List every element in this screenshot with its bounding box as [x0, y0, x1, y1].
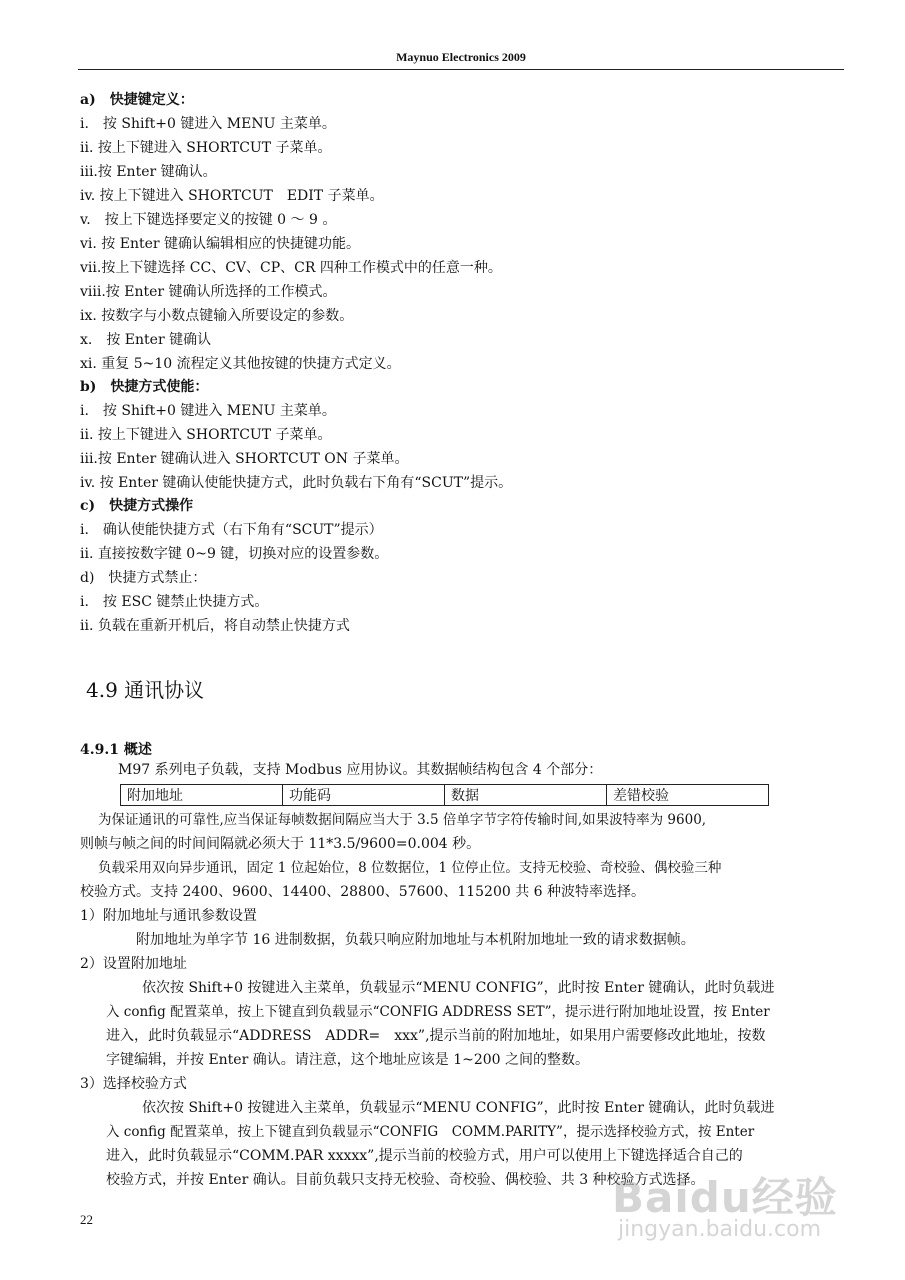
part-a-item: ix. 按数字与小数点键输入所要设定的参数。 — [80, 308, 354, 324]
table-row — [121, 785, 769, 806]
item1-line: 附加地址为单字节 16 进制数据，负载只响应附加地址与本机附加地址一致的请求数据帧。 — [136, 932, 695, 948]
part-a-item: iii.按 Enter 键确认。 — [80, 164, 217, 180]
intro-text: M97 系列电子负载，支持 Modbus 应用协议。其数据帧结构包含 4 个部分： — [118, 762, 603, 778]
part-a-item: v. 按上下键选择要定义的按键 0 ～ 9 。 — [80, 212, 337, 228]
part-a-item: xi. 重复 5~10 流程定义其他按键的快捷方式定义。 — [80, 356, 401, 372]
item3-title: 3）选择校验方式 — [80, 1076, 187, 1092]
item3-line: 入 config 配置菜单，按上下键直到负载显示“CONFIG COMM.PARITY”，提示选择校验方式，按 Enter — [106, 1124, 755, 1140]
item2-line: 依次按 Shift+0 按键进入主菜单，负载显示“MENU CONFIG”，此时按 Enter 键确认，此时负载进 — [142, 980, 775, 996]
frame-structure-table — [120, 784, 769, 806]
part-b-item: i. 按 Shift+0 键进入 MENU 主菜单。 — [80, 403, 336, 419]
item2-line: 进入，此时负载显示“ADDRESS ADDR= xxx”,提示当前的附加地址，如果用户需要修改此地址，按数 — [106, 1028, 766, 1044]
part-d-item: ii. 负载在重新开机后，将自动禁止快捷方式 — [80, 618, 350, 634]
item2-title: 2）设置附加地址 — [80, 956, 187, 972]
baidu-watermark — [612, 1165, 852, 1255]
item3-line: 校验方式，并按 Enter 确认。目前负载只支持无校验、奇校验、偶校验、共 3 种校验方式选择。 — [106, 1172, 705, 1188]
item3-line: 进入，此时负载显示“COMM.PAR xxxxx”,提示当前的校验方式，用户可以使用上下键选择适合自己的 — [106, 1148, 743, 1164]
table-cell: 附加地址 — [121, 785, 283, 806]
item1-title: 1）附加地址与通讯参数设置 — [80, 908, 257, 924]
part-b-item: ii. 按上下键进入 SHORTCUT 子菜单。 — [80, 427, 332, 443]
part-d-title: d) 快捷方式禁止： — [80, 570, 207, 586]
section-title: 4.9 通讯协议 — [86, 678, 205, 702]
part-a-item: viii.按 Enter 键确认所选择的工作模式。 — [80, 284, 337, 300]
part-c-item: ii. 直接按数字键 0~9 键，切换对应的设置参数。 — [80, 546, 389, 562]
part-a-item: ii. 按上下键进入 SHORTCUT 子菜单。 — [80, 140, 332, 156]
part-b-item: iii.按 Enter 键确认进入 SHORTCUT ON 子菜单。 — [80, 451, 409, 467]
watermark-url: jingyan.baidu.com — [618, 1217, 822, 1242]
item3-line: 依次按 Shift+0 按键进入主菜单，负载显示“MENU CONFIG”，此时按 Enter 键确认，此时负载进 — [142, 1100, 775, 1116]
watermark-logo: Baidu经验 — [612, 1173, 838, 1222]
part-c-title: c) 快捷方式操作 — [80, 498, 194, 514]
para1-line: 则帧与帧之间的时间间隔就必须大于 11*3.5/9600=0.004 秒。 — [80, 836, 481, 852]
part-a-item: i. 按 Shift+0 键进入 MENU 主菜单。 — [80, 116, 336, 132]
para2-line: 负载采用双向异步通讯，固定 1 位起始位，8 位数据位，1 位停止位。支持无校验、奇校验、偶校验三种 — [98, 860, 722, 876]
part-a-item: x. 按 Enter 键确认 — [80, 332, 212, 348]
table-cell: 差错校验 — [607, 785, 769, 806]
item2-line: 字键编辑，并按 Enter 确认。请注意，这个地址应该是 1~200 之间的整数。 — [106, 1052, 589, 1068]
header-rule — [78, 69, 844, 70]
para1-line: 为保证通讯的可靠性,应当保证每帧数据间隔应当大于 3.5 倍单字节字符传输时间,如果波特率为 9600, — [98, 812, 707, 828]
part-b-item: iv. 按 Enter 键确认使能快捷方式，此时负载右下角有“SCUT”提示。 — [80, 475, 513, 491]
part-c-item: i. 确认使能快捷方式（右下角有“SCUT”提示） — [80, 522, 383, 538]
page-header: Maynuo Electronics 2009 — [396, 50, 526, 64]
part-b-title: b) 快捷方式使能： — [80, 379, 209, 395]
table-cell: 数据 — [445, 785, 607, 806]
para2-line: 校验方式。支持 2400、9600、14400、28800、57600、115200 共 6 种波特率选择。 — [80, 884, 646, 900]
part-a-item: vi. 按 Enter 键确认编辑相应的快捷键功能。 — [80, 236, 361, 252]
table-cell: 功能码 — [283, 785, 445, 806]
part-a-item: vii.按上下键选择 CC、CV、CP、CR 四种工作模式中的任意一种。 — [80, 260, 502, 276]
page-number: 22 — [80, 1212, 93, 1227]
item2-line: 入 config 配置菜单，按上下键直到负载显示“CONFIG ADDRESS SET”，提示进行附加地址设置，按 Enter — [106, 1004, 770, 1020]
part-d-item: i. 按 ESC 键禁止快捷方式。 — [80, 594, 269, 610]
subsection-title: 4.9.1 概述 — [80, 742, 152, 758]
part-a-item: iv. 按上下键进入 SHORTCUT EDIT 子菜单。 — [80, 188, 384, 204]
part-a-title: a) 快捷键定义： — [80, 92, 194, 108]
